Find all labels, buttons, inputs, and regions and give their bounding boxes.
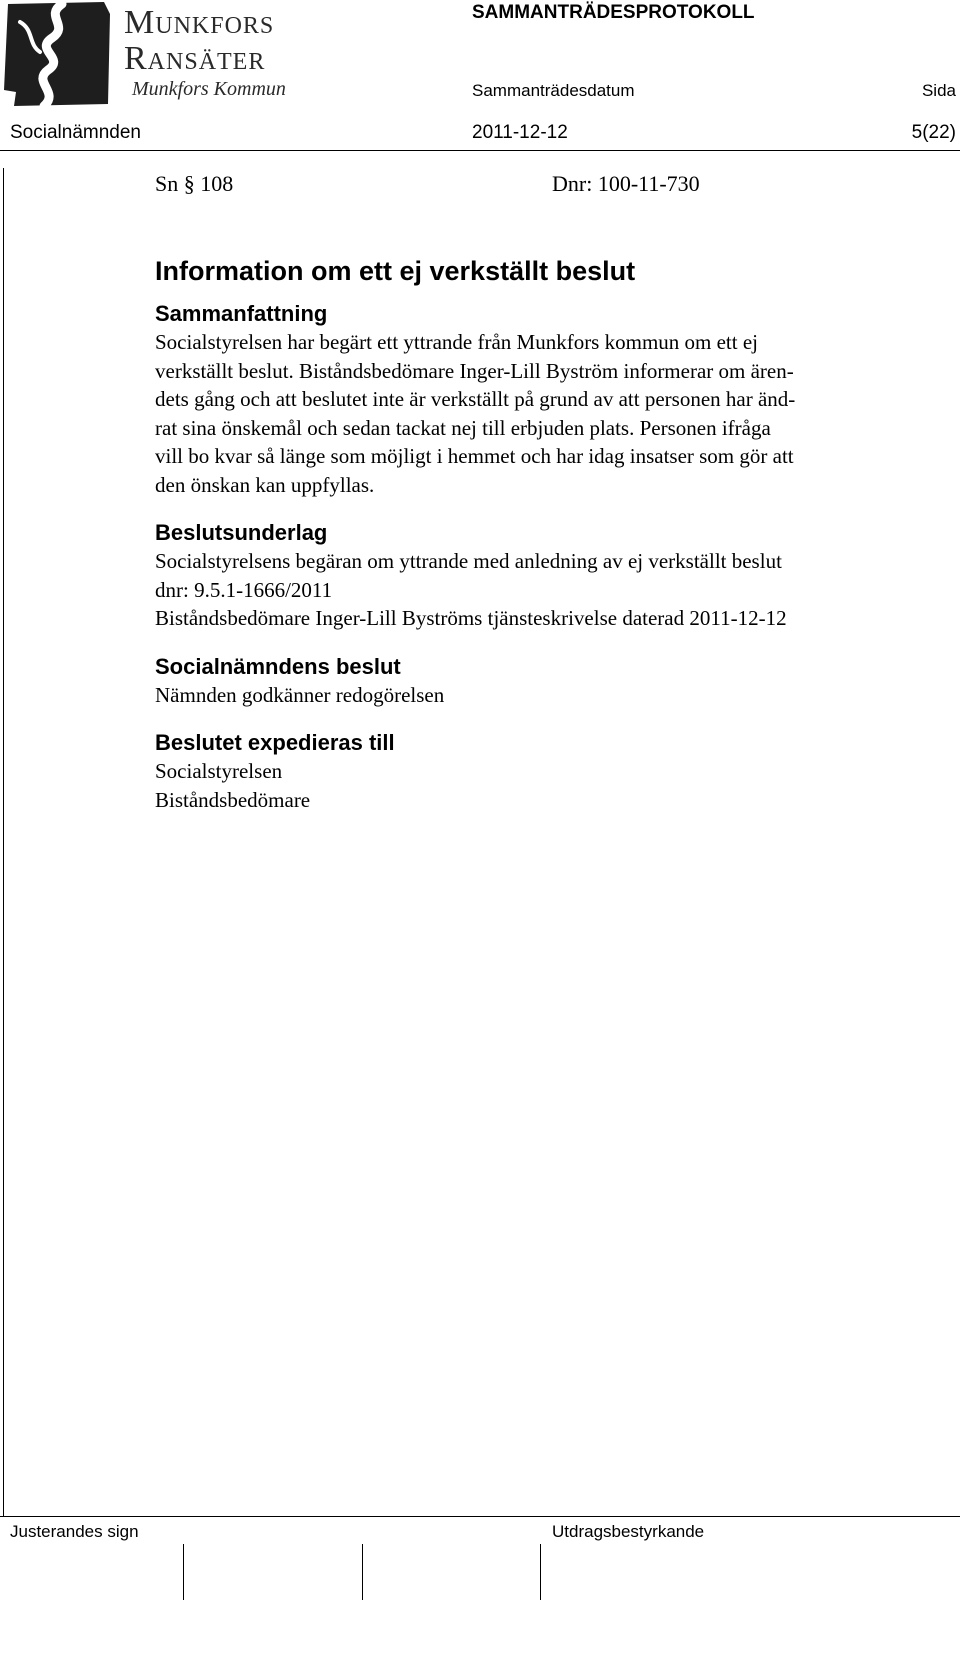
left-margin-rule (3, 168, 4, 1516)
signature-box-divider (362, 1544, 363, 1600)
summary-paragraph (155, 328, 925, 499)
basis-item: Socialstyrelsens begäran om yttrande med anledning av ej verkställt beslut (155, 549, 782, 573)
signature-box-divider (183, 1544, 184, 1600)
summary-line: dets gång och att beslutet inte är verkställt på grund av att personen har änd- (155, 387, 796, 411)
decision-section (155, 653, 925, 710)
header-divider (0, 150, 960, 151)
basis-section (155, 519, 925, 633)
footer-divider (0, 1516, 960, 1517)
distribution-heading: Beslutet expedieras till (155, 730, 395, 755)
river-emblem-icon (0, 0, 118, 108)
logo-text-munkfors: Munkfors (124, 4, 275, 41)
distribution-section (155, 729, 925, 814)
summary-line: verkställt beslut. Biståndsbedömare Inger-Lill Byström informerar om ären- (155, 358, 794, 383)
document-type: SAMMANTRÄDESPROTOKOLL (472, 2, 755, 23)
distribution-recipient: Biståndsbedömare (155, 787, 311, 812)
meeting-date: 2011-12-12 (472, 122, 568, 143)
signature-box-divider (540, 1544, 541, 1600)
basis-item: dnr: 9.5.1-1666/2011 (155, 577, 333, 602)
municipality-logo (0, 0, 290, 108)
case-number: Dnr: 100-11-730 (552, 171, 700, 196)
distribution-recipient: Socialstyrelsen (155, 759, 283, 783)
protocol-content (155, 254, 925, 834)
summary-line: Socialstyrelsen har begärt ett yttrande från Munkfors kommun om ett ej (155, 330, 759, 354)
summary-line: rat sina önskemål och sedan tackat nej till erbjuden plats. Personen ifråga (155, 415, 771, 440)
meeting-date-label: Sammanträdesdatum (472, 81, 635, 100)
paragraph-number: Sn § 108 (155, 171, 234, 196)
summary-heading: Sammanfattning (155, 301, 328, 326)
basis-item: Biståndsbedömare Inger-Lill Byströms tjänsteskrivelse daterad 2011-12-12 (155, 606, 787, 630)
summary-line: den önskan kan uppfyllas. (155, 472, 375, 497)
extract-certification-label: Utdragsbestyrkande (552, 1522, 705, 1541)
page-label: Sida (921, 81, 956, 100)
page-number: 5(22) (911, 122, 956, 143)
logo-text-kommun: Munkfors Kommun (132, 78, 286, 100)
decision-heading: Socialnämndens beslut (155, 653, 401, 679)
decision-text: Nämnden godkänner redogörelsen (155, 682, 445, 707)
summary-section (155, 300, 925, 499)
page-title: Information om ett ej verkställt beslut (155, 256, 636, 286)
adjuster-signature-label: Justerandes sign (10, 1522, 139, 1541)
summary-line: vill bo kvar så länge som möjligt i hemmet och har idag insatser som gör att (155, 444, 794, 468)
board-name: Socialnämnden (10, 122, 141, 143)
basis-heading: Beslutsunderlag (155, 520, 328, 545)
logo-text-ransater: Ransäter (124, 40, 266, 77)
